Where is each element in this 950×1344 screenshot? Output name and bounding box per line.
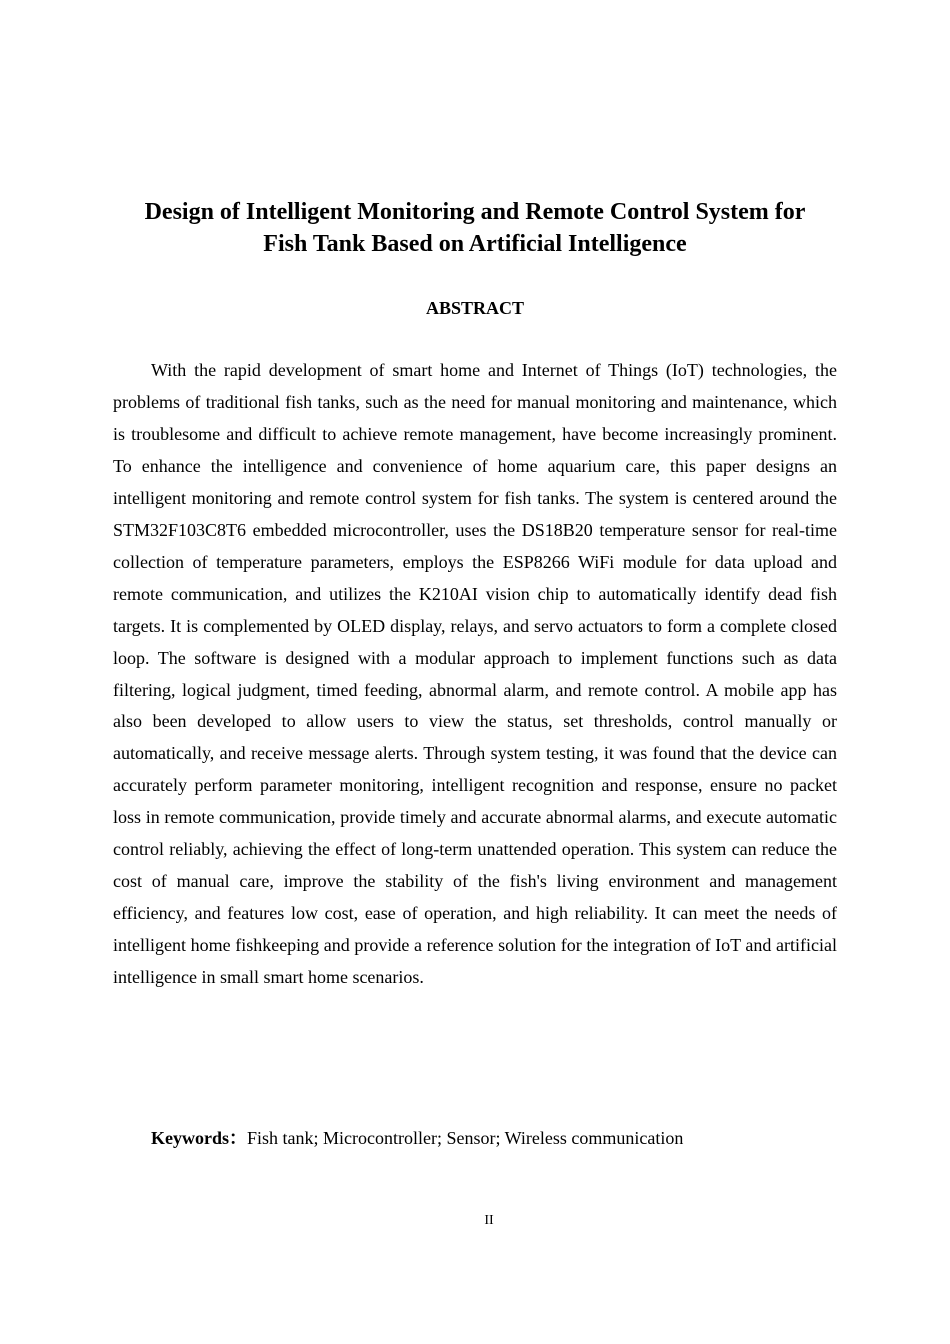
page-number: II (484, 1213, 494, 1228)
keywords-separator: ： (229, 1128, 247, 1148)
abstract-body: With the rapid development of smart home and Internet of Things (IoT) technologies, the problems of traditional fish tanks, such as the need for manual monitoring and maintenance, which is troublesome and difficult to achieve remote management, have become increasingly prominent. To enhance the intelligence and convenience of home aquarium care, this paper designs an intelligent monitoring and remote control system for fish tanks. The system is centered around the STM32F103C8T6 embedded microcontroller, uses the DS18B20 temperature sensor for real-time collection of temperature parameters, employs the ESP8266 WiFi module for data upload and remote communication, and utilizes the K210AI vision chip to automatically identify dead fish targets. It is complemented by OLED display, relays, and servo actuators to form a complete closed loop. The software is designed with a modular approach to implement functions such as data filtering, logical judgment, timed feeding, abnormal alarm, and remote control. A mobile app has also been developed to allow users to view the status, set thresholds, control manually or automatically, and receive message alerts. Through system testing, it was found that the device can accurately perform parameter monitoring, intelligent recognition and response, ensure no packet loss in remote communication, provide timely and accurate abnormal alarms, and execute automatic control reliably, achieving the effect of long-term unattended operation. This system can reduce the cost of manual care, improve the stability of the fish's living environment and management efficiency, and features low cost, ease of operation, and high reliability. It can meet the needs of intelligent home fishkeeping and provide a reference solution for the integration of IoT and artificial intelligence in small smart home scenarios. (113, 360, 837, 988)
paper-title-line-1: Design of Intelligent Monitoring and Remote Control System for (144, 199, 806, 225)
keywords-label: Keywords (151, 1128, 229, 1148)
keywords-text: Fish tank; Microcontroller; Sensor; Wireless communication (247, 1128, 684, 1148)
keywords-line (151, 1125, 851, 1151)
paper-title (96, 196, 854, 260)
abstract-heading: ABSTRACT (425, 298, 525, 318)
paper-title-line-2: Fish Tank Based on Artificial Intelligence (263, 231, 687, 257)
